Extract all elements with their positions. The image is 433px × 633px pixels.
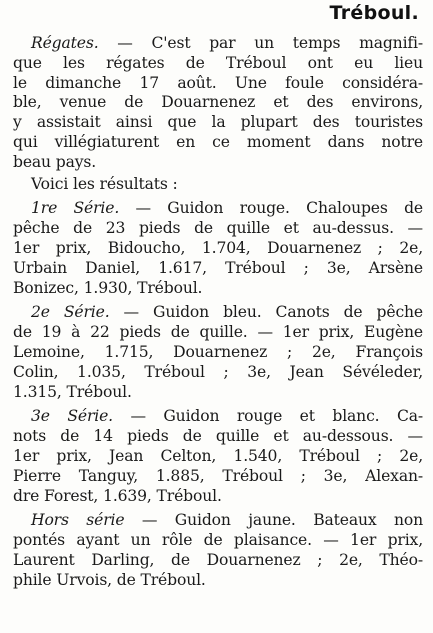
line-text: — Guidon rouge et blanc. Ca- [112, 407, 423, 426]
text-line [13, 571, 423, 591]
text-line [13, 219, 423, 239]
line-text: Voici les résultats : [31, 174, 178, 193]
text-line [13, 133, 423, 153]
text-line [13, 511, 423, 531]
text-line [13, 447, 423, 467]
text-line [13, 407, 423, 427]
text-line [13, 153, 423, 173]
text-line [13, 279, 423, 299]
line-text: — C'est par un temps magnifi- [98, 34, 423, 52]
line-text: Pierre Tanguy, 1.885, Tréboul ; 3e, Alexan- [13, 466, 423, 485]
text-line [13, 113, 423, 133]
line-text: — Guidon rouge. Chaloupes de [119, 199, 423, 218]
paragraph-lead: Hors série [31, 511, 125, 530]
line-text: phile Urvois, de Tréboul. [13, 570, 206, 589]
paragraph [13, 175, 423, 195]
line-text: 1er prix, Jean Celton, 1.540, Tréboul ; 2e, [13, 446, 423, 465]
paragraph [13, 511, 423, 590]
text-line [13, 34, 423, 54]
paragraph-lead: 3e Série. [31, 407, 113, 426]
paragraph [13, 34, 423, 173]
line-text: — Guidon jaune. Bateaux non [124, 511, 423, 530]
paragraph-lead: Régates. [31, 34, 99, 52]
text-line [13, 54, 423, 74]
text-line [13, 74, 423, 94]
article-body [13, 34, 423, 591]
line-text: Bonizec, 1.930, Tréboul. [13, 278, 203, 297]
text-line [13, 323, 423, 343]
text-line [13, 343, 423, 363]
line-text: 1er prix, Bidoucho, 1.704, Douarnenez ; 2e, [13, 238, 423, 257]
text-line [13, 93, 423, 113]
text-line [13, 363, 423, 383]
line-text: pêche de 23 pieds de quille et au-dessus. — [13, 219, 423, 238]
article-title: Tréboul. [329, 2, 419, 24]
text-line [13, 383, 423, 403]
text-line [13, 427, 423, 447]
line-text: dre Forest, 1.639, Tréboul. [13, 486, 222, 505]
line-text: beau pays. [13, 152, 97, 171]
line-text: y assistait ainsi que la plupart des touristes [13, 113, 423, 132]
line-text: le dimanche 17 août. Une foule considéra- [13, 73, 423, 92]
text-line [13, 551, 423, 571]
paragraph [13, 303, 423, 402]
text-line [13, 199, 423, 219]
text-line [13, 175, 423, 195]
line-text: 1.315, Tréboul. [13, 382, 132, 401]
line-text: qui villégiaturent en ce moment dans notre [13, 132, 423, 151]
paragraph-lead: 1re Série. [31, 199, 120, 218]
line-text: Laurent Darling, de Douarnenez ; 2e, Théo- [13, 550, 423, 569]
text-line [13, 239, 423, 259]
text-line [13, 259, 423, 279]
line-text: — Guidon bleu. Canots de pêche [109, 303, 423, 322]
line-text: pontés ayant un rôle de plaisance. — 1er prix, [13, 531, 423, 550]
line-text: de 19 à 22 pieds de quille. — 1er prix, Eugène [13, 323, 423, 342]
text-line [13, 531, 423, 551]
line-text: Colin, 1.035, Tréboul ; 3e, Jean Sévéleder, [13, 362, 423, 381]
line-text: Urbain Daniel, 1.617, Tréboul ; 3e, Arsène [13, 258, 423, 277]
paragraph-lead: 2e Série. [31, 303, 110, 322]
text-line [13, 467, 423, 487]
paragraph [13, 199, 423, 298]
line-text: que les régates de Tréboul ont eu lieu [13, 53, 423, 72]
line-text: ble, venue de Douarnenez et des environs, [13, 93, 423, 112]
text-line [13, 303, 423, 323]
line-text: nots de 14 pieds de quille et au-dessous. — [13, 427, 423, 446]
line-text: Lemoine, 1.715, Douarnenez ; 2e, François [13, 342, 423, 361]
text-line [13, 487, 423, 507]
paragraph [13, 407, 423, 506]
